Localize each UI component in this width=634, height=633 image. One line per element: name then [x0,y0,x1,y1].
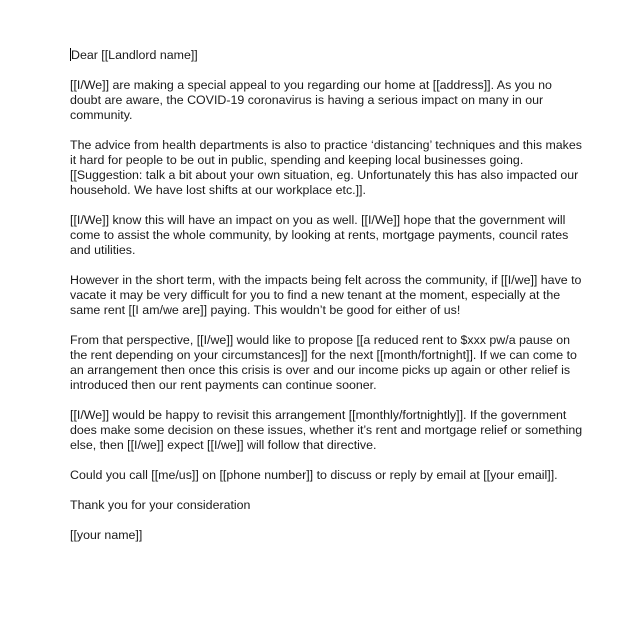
paragraph-impact: [[I/We]] know this will have an impact on you as well. [[I/We]] hope that the government will come to assist the whole community, by looking at rents, mortgage payments, council rates and utilities. [70,213,569,257]
paragraph-contact: Could you call [[me/us]] on [[phone number]] to discuss or reply by email at [[your email]]. [70,468,558,482]
paragraph-thanks: Thank you for your consideration [70,498,251,512]
paragraph-revisit: [[I/We]] would be happy to revisit this arrangement [[monthly/fortnightly]]. If the government does make some decision on these issues, whether it’s rent and mortgage relief or something else, then [[I/we]] expect [[I/we]] will follow that directive. [70,408,583,452]
letter-body[interactable] [70,48,585,558]
salutation-text: Dear [[Landlord name]] [71,48,198,62]
salutation [70,48,585,63]
paragraph-short-term: However in the short term, with the impacts being felt across the community, if [[I/we]] have to vacate it may be very difficult for you to find a new tenant at the moment, especially at the same rent [[I am/we are]] paying. This wouldn’t be good for either of us! [70,273,582,317]
paragraph-appeal: [[I/We]] are making a special appeal to you regarding our home at [[address]]. As you no doubt are aware, the COVID-19 coronavirus is having a serious impact on many in our community. [70,78,552,122]
paragraph-proposal: From that perspective, [[I/we]] would like to propose [[a reduced rent to $xxx pw/a pause on the rent depending on your circumstances]] for the next [[month/fortnight]]. If we can come to an arrangement then once this crisis is over and our income picks up again or other relief is introduced then our rent payments can continue sooner. [70,333,577,392]
signature: [[your name]] [70,528,143,542]
paragraph-distancing: The advice from health departments is also to practice ‘distancing’ techniques and this makes it hard for people to be out in public, spending and keeping local businesses going. [[Suggestion: talk a bit about your own situation, eg. Unfortunately this has also impacted our household. We have lost shifts at our workplace etc.]]. [70,138,582,197]
